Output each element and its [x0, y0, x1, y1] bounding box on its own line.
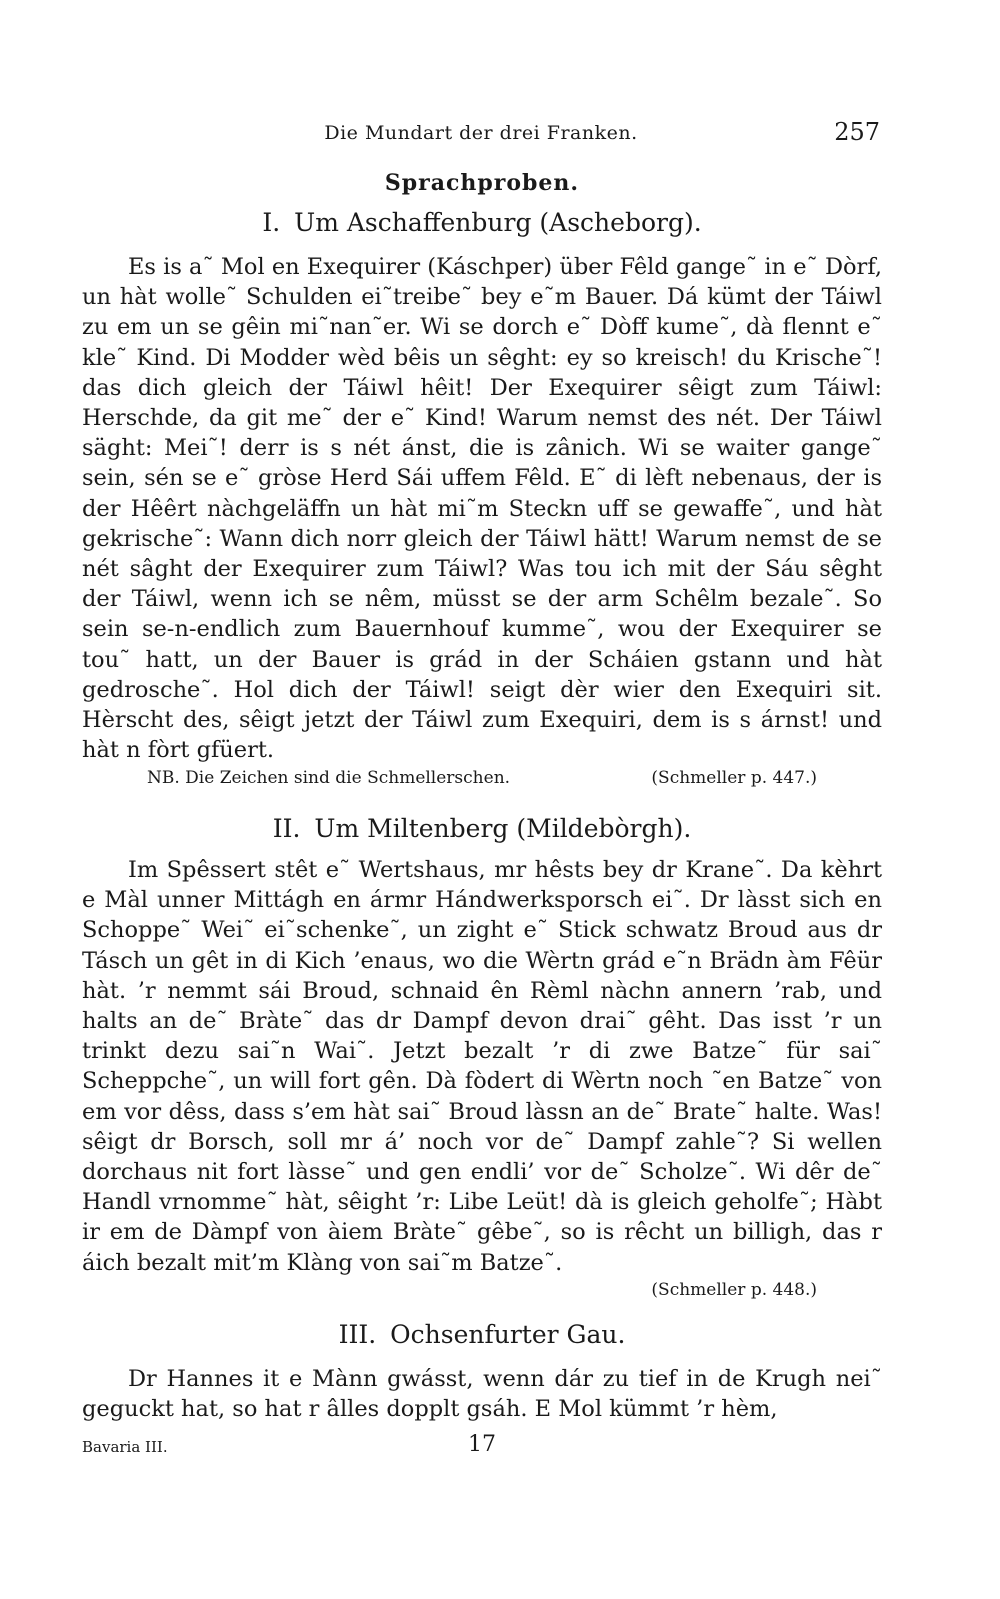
- paragraph-part-3: Dr Hannes it e Mànn gwásst, wenn dár zu tief in de Krugh nei˜ geguckt hat, so hat r âlles dopplt gsáh. E Mol kümmt ’r hèm,: [82, 1366, 882, 1423]
- printer-signature: Bavaria III.: [82, 1438, 168, 1456]
- part-heading-3: [82, 1320, 882, 1349]
- part-numeral: I.: [262, 208, 281, 237]
- part-heading-2: [82, 814, 882, 843]
- part-numeral: II.: [272, 814, 301, 843]
- page-footer: [82, 1432, 882, 1462]
- part-heading-1: [82, 208, 882, 237]
- editorial-note: NB. Die Zeichen sind die Schmellerschen.: [147, 768, 511, 788]
- part-title: Um Aschaffenburg (Ascheborg).: [294, 208, 702, 237]
- running-head: [82, 118, 880, 148]
- running-title: Die Mundart der drei Franken.: [324, 122, 638, 144]
- part-title: Ochsenfurter Gau.: [390, 1320, 626, 1349]
- sheet-number: 17: [468, 1432, 496, 1457]
- paragraph-part-1: Es is a˜ Mol en Exequirer (Káschper) über Fêld gange˜ in e˜ Dòrf, un hàt wolle˜ Schulden ei˜treibe˜ bey e˜m Bauer. Dá kümt der Táiwl zu em un se gêin mi˜nan˜er. Wi se dorch e˜ Dòff kume˜, dà flennt e˜ kle˜ Kind. Di Modder wèd bêis un sêght: ey so kreisch! du Krische˜! das dich gleich der Táiwl hêit! Der Exequirer sêigt zum Táiwl: Herschde, da git me˜ der e˜ Kind! Warum nemst des nét. Der Táiwl säght: Mei˜! derr is s nét ánst, die is zânich. Wi se waiter gange˜ sein, sén se e˜ gròse Herd Sái uffem Fêld. E˜ di lèft nebenaus, der is der Hêêrt nàchgeläffn un hàt mi˜m Steckn uff se gewaffe˜, und hàt gekrische˜: Wann dich norr gleich der Táiwl hätt! Warum nemst de se nét sâght der Exequirer zum Táiwl? Was tou ich mit der Sáu sêght der Táiwl, wenn ich se nêm, müsst se der arm Schêlm bezale˜. So sein se-n-endlich zum Bauernhouf kumme˜, wou der Exequirer se tou˜ hatt, un der Bauer is grád in der Scháien gstann und hàt gedrosche˜. Hol dich der Táiwl! seigt dèr wier den Exequiri sit. Hèrscht des, sêigt jetzt der Táiwl zum Exequiri, dem is s árnst! und hàt n fòrt gfüert.: [82, 254, 882, 764]
- paragraph-part-2: Im Spêssert stêt e˜ Wertshaus, mr hêsts bey dr Krane˜. Da kèhrt e Màl unner Mittágh en ármr Hándwerksporsch ei˜. Dr làsst sich en Schoppe˜ Wei˜ ei˜schenke˜, un zight e˜ Stick schwatz Broud aus dr Tásch un gêt in di Kich ’enaus, wo die Wèrtn grád e˜n Brädn àm Fêür hàt. ’r nemmt sái Broud, schnaid ên Rèml nàchn annern ’rab, und halts an de˜ Bràte˜ das dr Dampf devon drai˜ gêht. Das isst ’r un trinkt dezu sai˜n Wai˜. Jetzt bezalt ’r di zwe Batze˜ für sai˜ Scheppche˜, un will fort gên. Dà fòdert di Wèrtn noch ˜en Batze˜ von em vor dêss, dass s’em hàt sai˜ Broud làssn an de˜ Brate˜ halte. Was! sêigt dr Borsch, soll mr á’ noch vor de˜ Dampf zahle˜? Si wellen dorchaus nit fort làsse˜ und gen endli’ vor de˜ Scholze˜. Wi dêr de˜ Handl vrnomme˜ hàt, sêight ’r: Libe Leüt! dà is gleich geholfe˜; Hàbt ir em de Dàmpf von àiem Bràte˜ gêbe˜, so is rêcht un billigh, das r áich bezalt mit’m Klàng von sai˜m Batze˜.: [82, 857, 882, 1276]
- section-title: Sprachproben.: [384, 170, 580, 196]
- source-citation: (Schmeller p. 448.): [651, 1280, 817, 1300]
- part-title: Um Miltenberg (Mildebòrgh).: [314, 814, 692, 843]
- source-citation: (Schmeller p. 447.): [651, 768, 817, 788]
- page-number: 257: [834, 118, 880, 146]
- part-numeral: III.: [338, 1320, 377, 1349]
